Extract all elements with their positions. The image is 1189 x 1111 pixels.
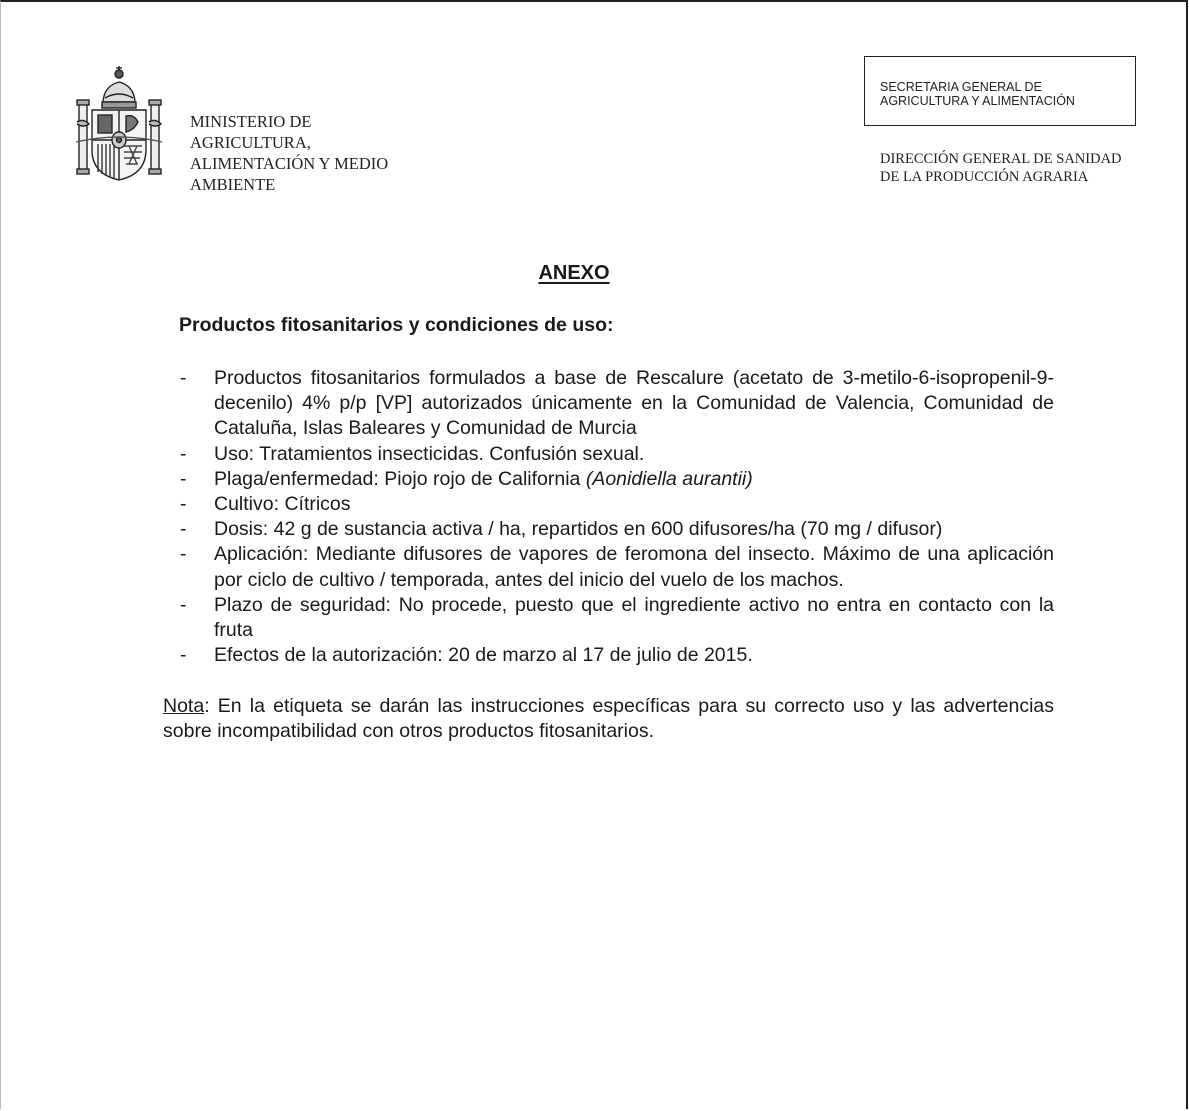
ministry-line: AGRICULTURA, xyxy=(190,133,311,152)
bullet-dash: - xyxy=(180,518,187,541)
bullet-dash: - xyxy=(180,644,187,667)
list-item xyxy=(179,542,1054,592)
item-text: Aplicación: Mediante difusores de vapores de feromona del insecto. Máximo de una aplicación por ciclo de cultivo / temporada, antes del inicio del vuelo de los machos. xyxy=(214,543,1054,591)
item-text: Plazo de seguridad: No procede, puesto que el ingrediente activo no entra en contacto con la fruta xyxy=(214,593,1054,642)
item-text: Uso: Tratamientos insecticidas. Confusión sexual. xyxy=(214,442,645,465)
nota-text: : En la etiqueta se darán las instrucciones específicas para su correcto uso y las advertencias sobre incompatibilidad con otros productos fitosanitarios. xyxy=(163,695,1054,743)
direccion-general xyxy=(880,150,1122,186)
item-text: Cultivo: Cítricos xyxy=(214,493,351,516)
ministry-line: MINISTERIO DE xyxy=(190,112,312,131)
bullet-dash: - xyxy=(180,442,187,465)
secretaria-line: AGRICULTURA Y ALIMENTACIÓN xyxy=(880,94,1075,108)
ministry-line: AMBIENTE xyxy=(190,175,276,194)
list-item xyxy=(179,643,1054,668)
coat-of-arms-icon xyxy=(74,62,164,186)
list-item xyxy=(179,593,1054,643)
item-species: (Aonidiella aurantii) xyxy=(585,467,753,490)
list-item xyxy=(179,366,1054,442)
page-title: ANEXO xyxy=(538,262,610,284)
item-text: Productos fitosanitarios formulados a base de Rescalure (acetato de 3-metilo-6-isopropenil-9-decenilo) 4% p/p [VP] autorizados únicamente en la Comunidad de Valencia, Comunidad de Cataluña, Islas Baleares y Comunidad de Murcia xyxy=(214,367,1054,440)
bullet-dash: - xyxy=(180,493,187,516)
ministry-line: ALIMENTACIÓN Y MEDIO xyxy=(190,154,389,173)
bullet-dash: - xyxy=(180,467,187,490)
list-item xyxy=(179,517,1054,542)
secretaria-box xyxy=(864,56,1136,126)
direccion-line: DE LA PRODUCCIÓN AGRARIA xyxy=(880,169,1089,185)
list-item xyxy=(179,492,1054,517)
direccion-line: DIRECCIÓN GENERAL DE SANIDAD xyxy=(880,151,1122,167)
conditions-list xyxy=(179,366,1054,668)
bullet-dash: - xyxy=(180,367,187,389)
ministry-name xyxy=(190,111,388,195)
item-text: Dosis: 42 g de sustancia activa / ha, repartidos en 600 difusores/ha (70 mg / difusor) xyxy=(214,518,943,541)
list-item xyxy=(179,442,1054,467)
item-text: Efectos de la autorización: 20 de marzo al 17 de julio de 2015. xyxy=(214,644,753,667)
item-text: Plaga/enfermedad: Piojo rojo de California xyxy=(214,467,586,490)
section-subtitle: Productos fitosanitarios y condiciones de uso: xyxy=(179,314,614,336)
secretaria-line: SECRETARIA GENERAL DE xyxy=(880,80,1042,94)
nota-label: Nota xyxy=(163,695,205,717)
bullet-dash: - xyxy=(180,543,187,566)
bullet-dash: - xyxy=(180,593,187,616)
nota-paragraph xyxy=(163,694,1054,744)
list-item xyxy=(179,467,1054,492)
